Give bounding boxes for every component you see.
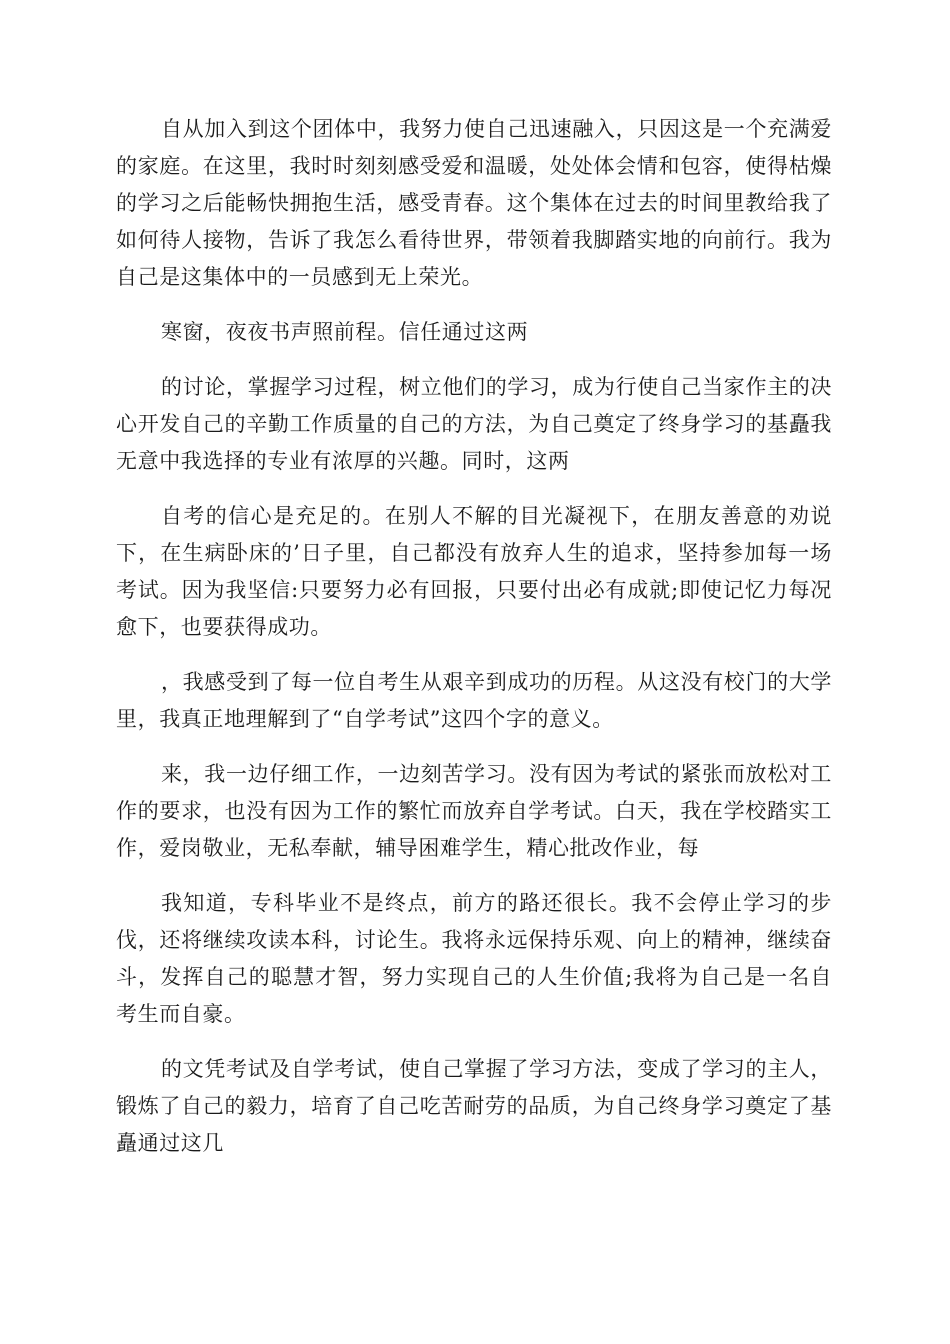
paragraph: 自考的信心是充足的。在别人不解的目光凝视下，在朋友善意的劝说下，在生病卧床的’日子里，自己都没有放弃人生的追求，坚持参加每一场考试。因为我坚信:只要努力必有回报，只要付出必有成就;即使记忆力每况愈下，也要获得成功。 xyxy=(116,504,832,639)
paragraph: 来，我一边仔细工作，一边刻苦学习。没有因为考试的紧张而放松对工作的要求，也没有因为工作的繁忙而放弃自学考试。白天，我在学校踏实工作，爱岗敬业，无私奉献，辅导困难学生，精心批改作业，每 xyxy=(116,762,832,860)
paragraph: 自从加入到这个团体中，我努力使自己迅速融入，只因这是一个充满爱的家庭。在这里，我时时刻刻感受爱和温暖，处处体会情和包容，使得枯燥的学习之后能畅快拥抱生活，感受青春。这个集体在过去的时间里教给我了如何待人接物，告诉了我怎么看待世界，带领着我脚踏实地的向前行。我为自己是这集体中的一员感到无上荣光。 xyxy=(116,117,832,289)
document-body xyxy=(116,111,832,1180)
paragraph: ，我感受到了每一位自考生从艰辛到成功的历程。从这没有校门的大学里，我真正地理解到了“自学考试”这四个字的意义。 xyxy=(116,670,832,731)
paragraph: 的文凭考试及自学考试，使自己掌握了学习方法，变成了学习的主人，锻炼了自己的毅力，培育了自己吃苦耐劳的品质，为自己终身学习奠定了基矗通过这几 xyxy=(116,1057,832,1155)
paragraph: 我知道，专科毕业不是终点，前方的路还很长。我不会停止学习的步伐，还将继续攻读本科，讨论生。我将永远保持乐观、向上的精神，继续奋斗，发挥自己的聪慧才智，努力实现自己的人生价值;我将为自己是一名自考生而自豪。 xyxy=(116,891,832,1026)
paragraph: 的讨论，掌握学习过程，树立他们的学习，成为行使自己当家作主的决心开发自己的辛勤工作质量的自己的方法，为自己奠定了终身学习的基矗我无意中我选择的专业有浓厚的兴趣。同时，这两 xyxy=(116,375,832,473)
paragraph: 寒窗，夜夜书声照前程。信任通过这两 xyxy=(161,320,529,344)
